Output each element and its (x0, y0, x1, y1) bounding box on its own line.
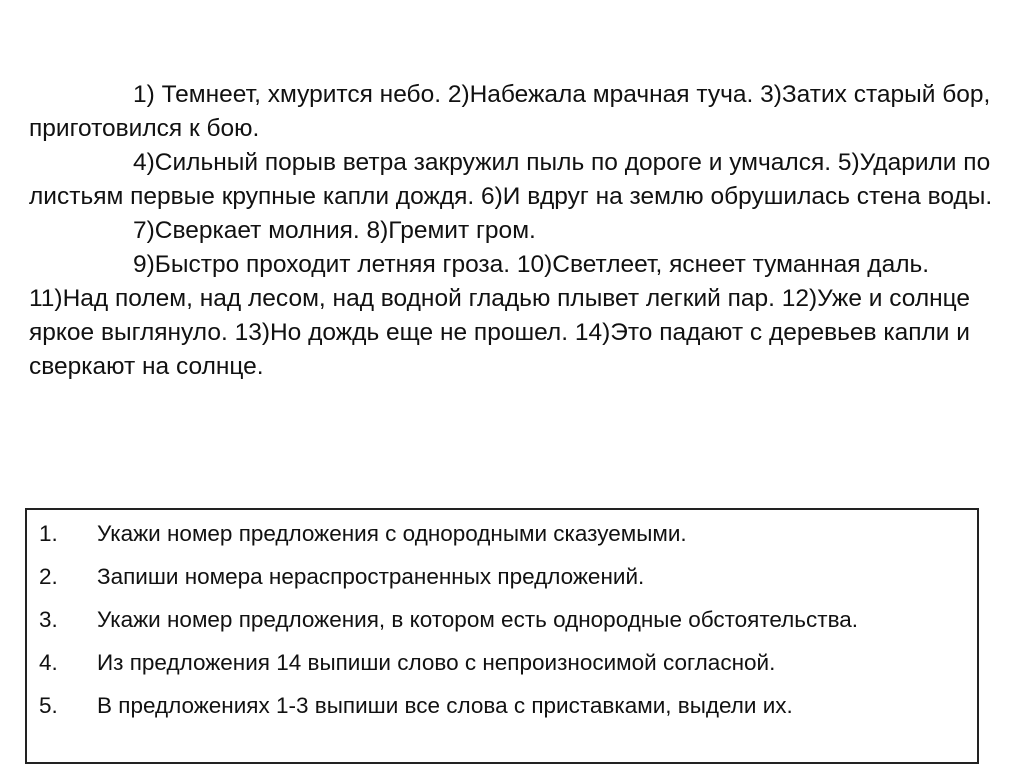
task-number: 3. (39, 607, 58, 632)
task-list (39, 518, 965, 721)
task-text: Из предложения 14 выпиши слово с непроизносимой согласной. (97, 650, 776, 675)
task-item-3 (39, 604, 965, 635)
task-text: Укажи номер предложения, в котором есть однородные обстоятельства. (97, 607, 859, 632)
task-number: 1. (39, 521, 58, 546)
tasks-box (25, 508, 979, 764)
task-number: 4. (39, 650, 58, 675)
task-number: 2. (39, 564, 58, 589)
paragraph-4: 9)Быстро проходит летняя гроза. 10)Светлеет, яснеет туманная даль. 11)Над полем, над лесом, над водной гладью плывет легкий пар. 12)Уже и солнце яркое выглянуло. 13)Но дождь еще не прошел. 14)Это падают с деревьев капли и сверкают на солнце. (29, 251, 971, 380)
task-number: 5. (39, 693, 58, 718)
paragraph-1: 1) Темнеет, хмурится небо. 2)Набежала мрачная туча. 3)Затих старый бор, приготовился к бою. (29, 81, 991, 142)
reading-text (29, 78, 995, 384)
paragraph-3: 7)Сверкает молния. 8)Гремит гром. (133, 217, 536, 244)
task-item-4 (39, 647, 965, 678)
task-text: Запиши номера нераспространенных предложений. (97, 564, 645, 589)
paragraph-2: 4)Сильный порыв ветра закружил пыль по дороге и умчался. 5)Ударили по листьям первые крупные капли дождя. 6)И вдруг на землю обрушилась стена воды. (29, 149, 993, 210)
task-text: В предложениях 1-3 выпиши все слова с приставками, выдели их. (97, 693, 793, 718)
task-text: Укажи номер предложения с однородными сказуемыми. (97, 521, 687, 546)
task-item-2 (39, 561, 965, 592)
task-item-1 (39, 518, 965, 549)
task-item-5 (39, 690, 965, 721)
